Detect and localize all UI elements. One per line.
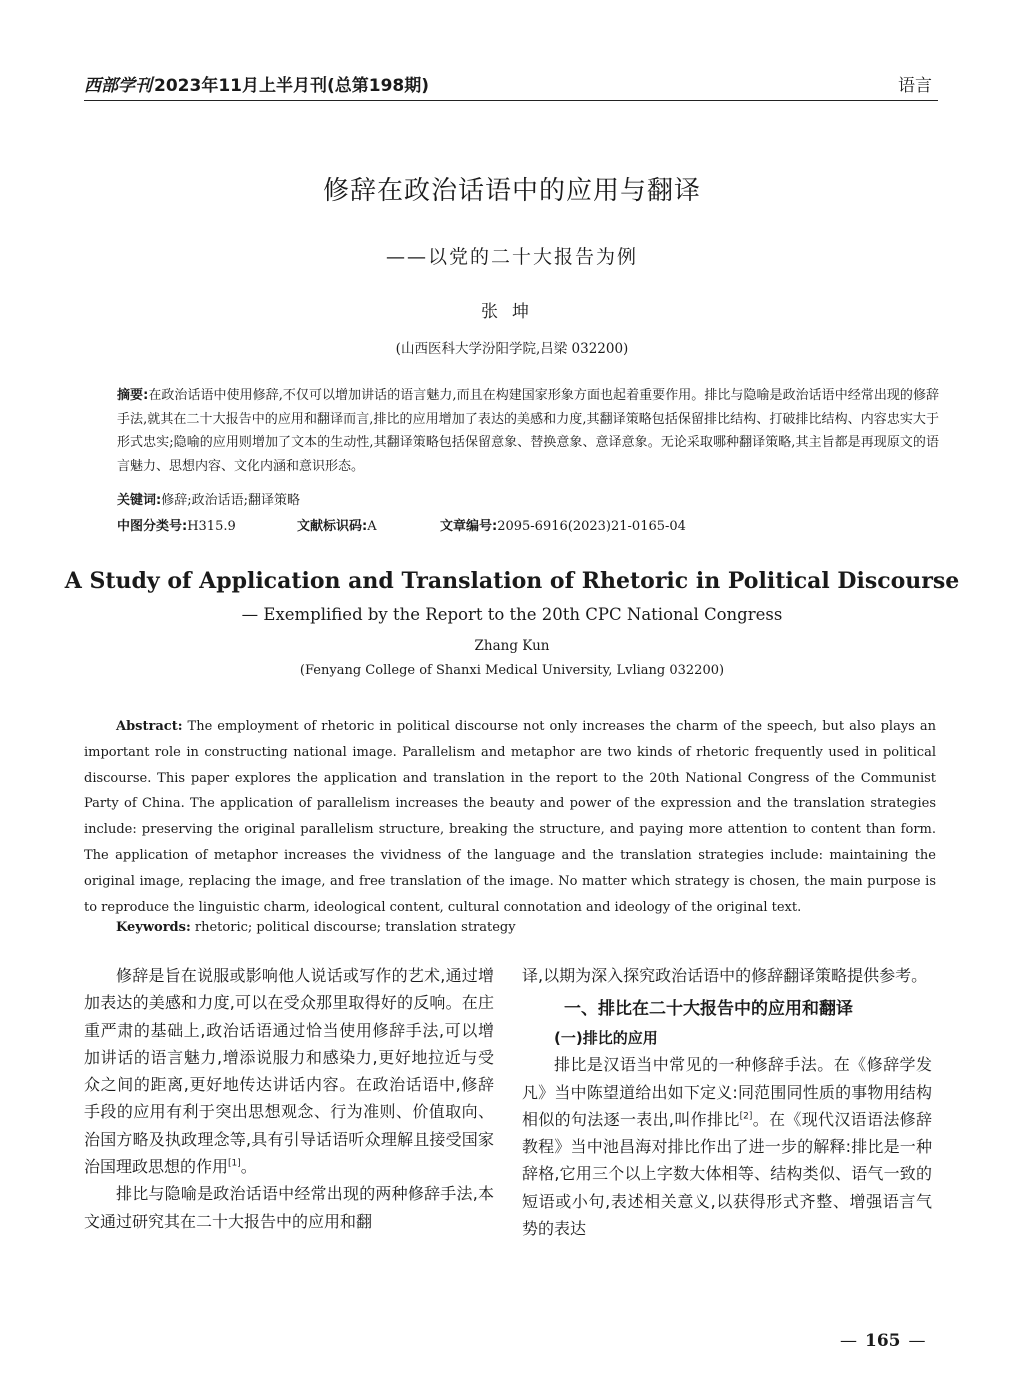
body-paragraph — [522, 1051, 932, 1242]
abstract-label-en: Abstract: — [116, 719, 183, 734]
abstract-label-zh: 摘要: — [117, 388, 149, 403]
body-column-right — [522, 962, 932, 1242]
article-label: 文章编号: — [440, 519, 498, 534]
journal-name: 西部学刊 — [84, 76, 152, 96]
header-divider — [84, 100, 938, 101]
issue-info: 2023年11月上半月刊(总第198期) — [154, 76, 429, 96]
keywords-zh — [117, 489, 300, 508]
affiliation-en: (Fenyang College of Shanxi Medical University, Lvliang 032200) — [299, 663, 725, 678]
section-heading: 一、排比在二十大报告中的应用和翻译 — [564, 999, 853, 1020]
article-number — [440, 515, 686, 534]
article-title-zh: 修辞在政治话语中的应用与翻译 — [322, 176, 701, 206]
body-paragraph: 译,以期为深入探究政治话语中的修辞翻译策略提供参考。 — [522, 966, 928, 985]
keywords-text-zh: 修辞;政治话语;翻译策略 — [161, 493, 300, 508]
article-subtitle-en: — Exemplified by the Report to the 20th CPC National Congress — [241, 605, 783, 624]
doc-label: 文献标识码: — [297, 519, 368, 534]
paragraph-end: 。 — [240, 1157, 257, 1177]
paragraph-text: 排比是汉语当中常见的一种修辞手法。在《修辞学发凡》当中陈望道给出如下定义:同范围同性质的事物用结构相似的句法逐一表出,叫作排比 — [522, 1055, 932, 1129]
article-value: 2095-6916(2023)21-0165-04 — [497, 519, 686, 534]
clc-label: 中图分类号: — [117, 519, 188, 534]
keywords-label-zh: 关键词: — [117, 493, 162, 508]
body-paragraph — [84, 962, 494, 1180]
article-title-en: A Study of Application and Translation of Rhetoric in Political Discourse — [64, 568, 960, 594]
clc-number — [117, 515, 236, 534]
keywords-text-en: rhetoric; political discourse; translation strategy — [194, 920, 516, 935]
author-name-en: Zhang Kun — [474, 638, 550, 654]
doc-value: A — [367, 519, 377, 534]
author-name-zh: 张坤 — [481, 302, 543, 322]
abstract-en — [84, 714, 936, 920]
paragraph-text: 修辞是旨在说服或影响他人说话或写作的艺术,通过增加表达的美感和力度,可以在受众那里取得好的反响。在庄重严肃的基础上,政治话语通过恰当使用修辞手法,可以增加讲话的语言魅力,增添说服力和感染力,更好地拉近与受众之间的距离,更好地传达讲话内容。在政治话语中,修辞手段的应用有利于突出思想观念、行为准则、价值取向、治国方略及执政理念等,具有引导话语听众理解且接受国家治国理政思想的作用 — [84, 966, 494, 1177]
abstract-text-en: The employment of rhetoric in political discourse not only increases the charm of the speech, but also plays an important role in constructing national image. Parallelism and metaphor are two kinds of rhetoric frequently used in political discourse. This paper explores the application and translation in the report to the 20th National Congress of the Communist Party of China. The application of parallelism increases the beauty and power of the expression and the translation strategies include: preserving the original parallelism structure, breaking the structure, and paying more attention to content than form. The application of metaphor increases the vividness of the language and the translation strategies include: maintaining the original image, replacing the image, and free translation of the image. No matter which strategy is chosen, the main purpose is to reproduce the linguistic charm, ideological content, cultural connotation and ideology of the original text. — [84, 719, 936, 915]
abstract-zh — [117, 384, 939, 478]
keywords-en — [116, 920, 516, 935]
running-header — [84, 71, 429, 96]
body-paragraph: 排比与隐喻是政治话语中经常出现的两种修辞手法,本文通过研究其在二十大报告中的应用和翻 — [84, 1184, 494, 1231]
clc-value: H315.9 — [187, 519, 236, 534]
subsection-heading: (一)排比的应用 — [554, 1029, 658, 1048]
article-subtitle-zh: ——以党的二十大报告为例 — [385, 246, 638, 268]
keywords-label-en: Keywords: — [116, 920, 191, 935]
affiliation-zh: (山西医科大学汾阳学院,吕梁 032200) — [395, 341, 629, 357]
page-number-value: 165 — [865, 1331, 901, 1351]
document-code — [297, 515, 377, 534]
paragraph-text: 。在《现代汉语语法修辞教程》当中池昌海对排比作出了进一步的解释:排比是一种辞格,它用三个以上字数大体相等、结构类似、语气一致的短语或小句,表述相关意义,以获得形式齐整、增强语言气势的表达 — [522, 1109, 932, 1239]
citation-ref: [2] — [739, 1111, 753, 1122]
page-number: — 165 — — [840, 1331, 926, 1351]
citation-ref: [1] — [228, 1158, 241, 1169]
section-label: 语言 — [898, 76, 932, 96]
body-column-left — [84, 962, 494, 1235]
abstract-text-zh: 在政治话语中使用修辞,不仅可以增加讲话的语言魅力,而且在构建国家形象方面也起着重要作用。排比与隐喻是政治话语中经常出现的修辞手法,就其在二十大报告中的应用和翻译而言,排比的应用增加了表达的美感和力度,其翻译策略包括保留排比结构、打破排比结构、内容忠实大于形式忠实;隐喻的应用则增加了文本的生动性,其翻译策略包括保留意象、替换意象、意译意象。无论采取哪种翻译策略,其主旨都是再现原文的语言魅力、思想内容、文化内涵和意识形态。 — [117, 388, 939, 474]
